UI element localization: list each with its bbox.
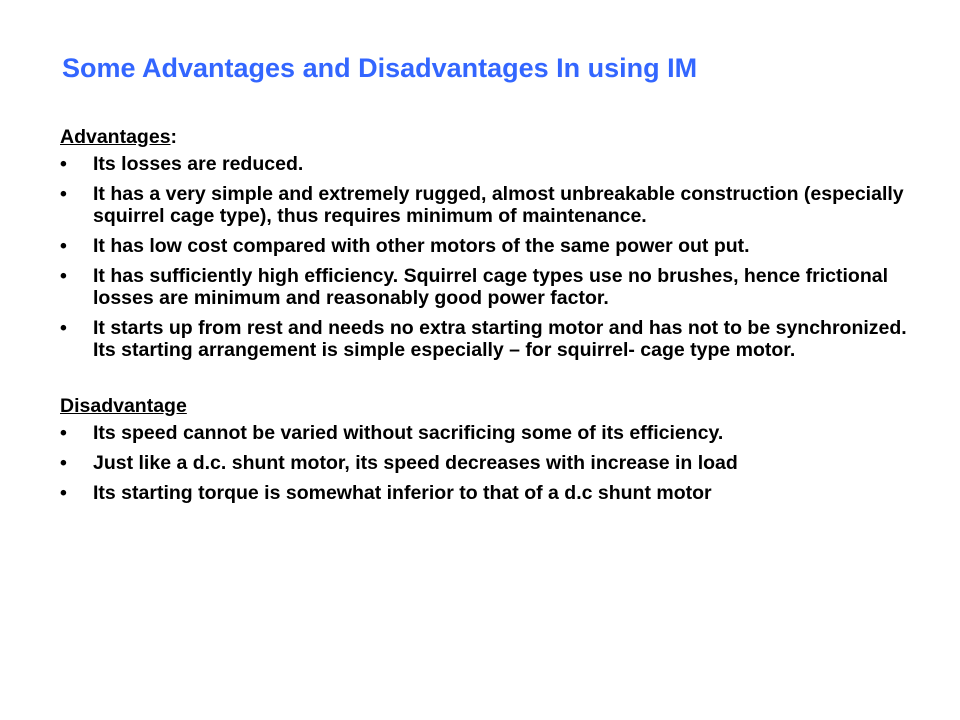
list-item [60, 452, 920, 474]
section-spacer [60, 369, 920, 395]
list-item [60, 183, 920, 227]
list-item [60, 265, 920, 309]
disadvantages-list [60, 422, 920, 504]
list-item [60, 317, 920, 361]
list-item [60, 153, 920, 175]
disadvantages-heading-text: Disadvantage [60, 395, 187, 417]
advantage-text: It has sufficiently high efficiency. Squirrel cage types use no brushes, hence frictional losses are minimum and reasonably good power factor. [93, 265, 889, 309]
slide-title: Some Advantages and Disadvantages In using IM [62, 53, 698, 83]
bullet-icon: • [60, 482, 67, 504]
list-item [60, 235, 920, 257]
list-item [60, 482, 920, 504]
advantages-heading-colon: : [170, 126, 178, 148]
bullet-icon: • [60, 317, 67, 339]
advantages-heading-text: Advantages [60, 126, 171, 148]
disadvantage-text: Its speed cannot be varied without sacrificing some of its efficiency. [93, 422, 724, 444]
bullet-icon: • [60, 153, 67, 175]
list-item [60, 422, 920, 444]
advantages-heading [60, 126, 920, 148]
slide-content [60, 126, 920, 512]
disadvantage-text: Its starting torque is somewhat inferior to that of a d.c shunt motor [93, 482, 712, 504]
disadvantage-text: Just like a d.c. shunt motor, its speed decreases with increase in load [93, 452, 738, 474]
bullet-icon: • [60, 422, 67, 444]
advantage-text: It has a very simple and extremely rugged, almost unbreakable construction (especially squirrel cage type), thus requires minimum of maintenance. [93, 183, 904, 227]
advantage-text: It has low cost compared with other motors of the same power out put. [93, 235, 750, 257]
advantage-text: It starts up from rest and needs no extra starting motor and has not to be synchronized. Its starting arrangement is simple especially – for squirrel- cage type motor. [93, 317, 907, 361]
bullet-icon: • [60, 183, 67, 205]
advantage-text: Its losses are reduced. [93, 153, 304, 175]
bullet-icon: • [60, 265, 67, 287]
disadvantages-heading [60, 395, 920, 417]
advantages-list [60, 153, 920, 361]
bullet-icon: • [60, 235, 67, 257]
bullet-icon: • [60, 452, 67, 474]
